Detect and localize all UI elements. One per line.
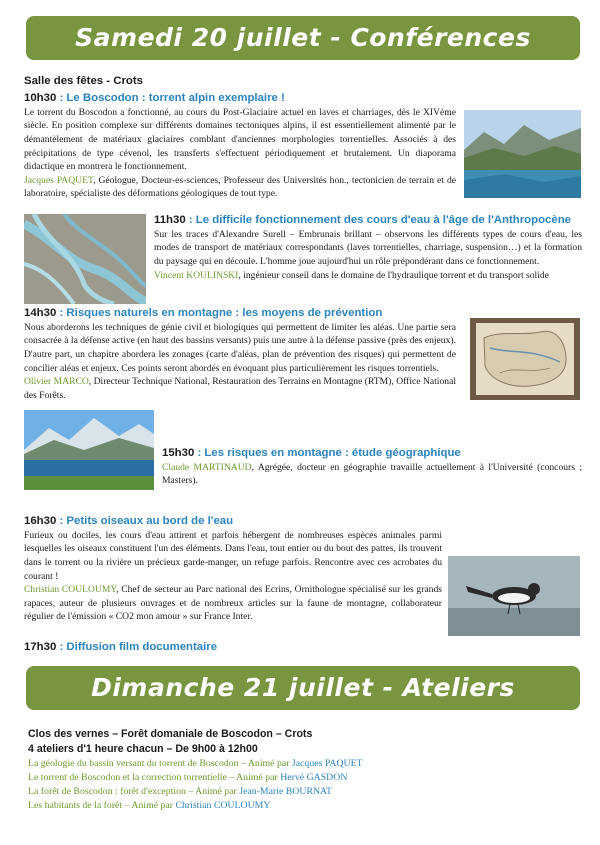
talk-3-speaker-info: , Directeur Technique National, Restauration des Terrains en Montagne (RTM), Office National des Forêts. <box>24 376 456 401</box>
workshop-3-animator: Jean-Marie BOURNAT <box>239 785 333 797</box>
day1-banner-text: Samedi 20 juillet - Conférences <box>75 23 531 52</box>
workshop-item <box>28 771 578 785</box>
talk-6-title <box>24 640 584 655</box>
talk-5-topic: : Petits oiseaux au bord de l'eau <box>56 515 234 527</box>
talk-2 <box>154 213 582 282</box>
talk-4-time: 15h30 <box>162 447 195 459</box>
talk-2-speaker: Vincent KOULINSKI <box>154 269 239 281</box>
talk-3-speaker-line <box>24 375 456 402</box>
talk-3-topic: : Risques naturels en montagne : les moyens de prévention <box>56 307 383 319</box>
talk-4-speaker: Claude MARTINAUD <box>162 461 252 473</box>
talk-1-speaker: Jacques PAQUET <box>24 174 94 186</box>
talk-5-time: 16h30 <box>24 515 57 527</box>
workshop-1-animator: Jacques PAQUET <box>291 758 363 770</box>
talk-5-speaker-info: , Chef de secteur au Parc national des Ecrins, Ornithologue spécialisé sur les grands rapaces, auteur de plusieurs ouvrages et de nombreux articles sur la faune de montagne, collaborateur régulier de l'émission « CO2 mon amour » sur France Inter. <box>24 584 442 623</box>
talk-5-body: Furieux ou dociles, les cours d'eau attirent et parfois hébergent de nombreuses espèces animales parmi lesquelles les oiseaux constituent l'un des éléments. Dans l'eau, tout entier ou du bout des pattes, ils trouvent dans le torrent ou la rivière un précieux garde-manger, un refuge parfois. Rencontre avec ces acrobates du courant ! <box>24 529 442 582</box>
day2-subtitle: 4 ateliers d'1 heure chacun – De 9h00 à 12h00 <box>28 743 258 756</box>
talk-1-time: 10h30 <box>24 92 57 104</box>
day2-details <box>28 727 578 813</box>
workshop-item <box>28 757 578 771</box>
talk-4 <box>162 446 582 488</box>
venue-label: Salle des fêtes - Crots <box>24 75 144 87</box>
workshop-4-animator: Christian COULOUMY <box>175 799 271 811</box>
historic-map-photo <box>470 318 580 400</box>
wagtail-bird-photo <box>448 556 580 636</box>
talk-3-time: 14h30 <box>24 307 57 319</box>
workshop-1-title: La géologie du bassin versant du torrent de Boscodon – Animé par <box>28 758 292 770</box>
talk-4-topic: : Les risques en montagne : étude géographique <box>194 447 461 459</box>
braided-river-photo <box>24 214 146 304</box>
talk-4-speaker-info: , Agrégée, docteur en géographie travaille actuellement à l'Université (concours ; Masters). <box>162 461 582 487</box>
workshop-2-title: Le torrent de Boscodon et la correction torrentielle – Animé par <box>28 771 281 783</box>
workshop-2-animator: Hervé GASDON <box>280 771 348 783</box>
talk-4-speaker-line <box>162 461 582 488</box>
day1-banner <box>26 16 580 60</box>
lake-valley-photo <box>464 110 581 198</box>
talk-2-body: Sur les traces d'Alexandre Surell – Embrunais brillant – observons les différents types de cours d'eau, les modes de transport de matériaux correspondants (laves torrentielles, charriage, suspension…) et la formation du paysage qui en découle. L'homme joue aujourd'hui un rôle prépondérant dans ce fonctionnement. <box>154 228 582 268</box>
workshop-3-title: La forêt de Boscodon : forêt d'exception – Animé par <box>28 785 240 797</box>
talk-3 <box>24 306 456 402</box>
talk-1-speaker-info: , Géologue, Docteur-es-sciences, Professeur des Universités hon., tectonicien de terrain et de laboratoire, spécialiste des déformations géologiques de tout type. <box>24 174 457 200</box>
talk-5-title <box>24 514 442 529</box>
talk-3-speaker: Olivier MARCO <box>24 376 89 388</box>
day2-banner-text: Dimanche 21 juillet - Ateliers <box>91 673 515 702</box>
talk-1-body: Le torrent du Boscodon a fonctionné, au cours du Post-Glaciaire actuel en laves et charriages, dès le XIVème siècle. En position complexe sur différents domaines tectoniques alpins, il est essentiellement alimenté par le démantèlement de matériaux glaciaires comblant d'anciennes morphologies torrentielles. Associés à des précipitations de type cévenol, les transferts s'effectuent périodiquement et brutalement. Un diaporama didactique en montrera le fonctionnement. <box>24 106 456 173</box>
day1-venue <box>24 74 584 89</box>
talk-2-topic: : Le difficile fonctionnement des cours d'eau à l'âge de l'Anthropocène <box>185 214 572 226</box>
talk-1-title <box>24 91 456 106</box>
workshop-item <box>28 785 578 799</box>
talk-3-title <box>24 306 456 321</box>
mountain-lake-photo <box>24 410 154 490</box>
workshop-item <box>28 799 578 813</box>
workshop-list <box>28 757 578 813</box>
talk-5 <box>24 514 442 624</box>
talk-6-topic: : Diffusion film documentaire <box>56 641 218 653</box>
talk-2-speaker-line <box>154 269 582 283</box>
day2-venue: Clos des vernes – Forêt domaniale de Boscodon – Crots <box>28 728 313 740</box>
talk-5-speaker: Christian COULOUMY <box>24 584 117 596</box>
talk-1 <box>24 91 456 201</box>
talk-6 <box>24 640 584 655</box>
workshop-4-title: Les habitants de la forêt – Animé par <box>28 799 176 811</box>
talk-3-body: Nous aborderons les techniques de génie civil et biologiques qui permettent de limiter les aléas. Une partie sera consacrée à la défense active (en haut des bassins versants) puis une autre à la défense passive (près des enjeux). D'autre part, un chapitre abordera les zonages (carte d'aléas, plan de prévention des risques) qui permettent de concilier aléas et enjeux. Ces points seront abordés en évoquant plus particulièrement les risques torrentiels. <box>24 321 456 374</box>
talk-2-speaker-info: , ingénieur conseil dans le domaine de l'hydraulique torrent et du transport solide <box>238 269 549 281</box>
talk-4-title <box>162 446 582 461</box>
talk-6-time: 17h30 <box>24 641 57 653</box>
talk-2-title <box>154 213 582 228</box>
talk-1-speaker-line <box>24 174 456 201</box>
talk-2-time: 11h30 <box>154 214 186 226</box>
talk-1-topic: : Le Boscodon : torrent alpin exemplaire ! <box>56 92 285 104</box>
talk-5-speaker-line <box>24 583 442 624</box>
day2-banner <box>26 666 580 710</box>
